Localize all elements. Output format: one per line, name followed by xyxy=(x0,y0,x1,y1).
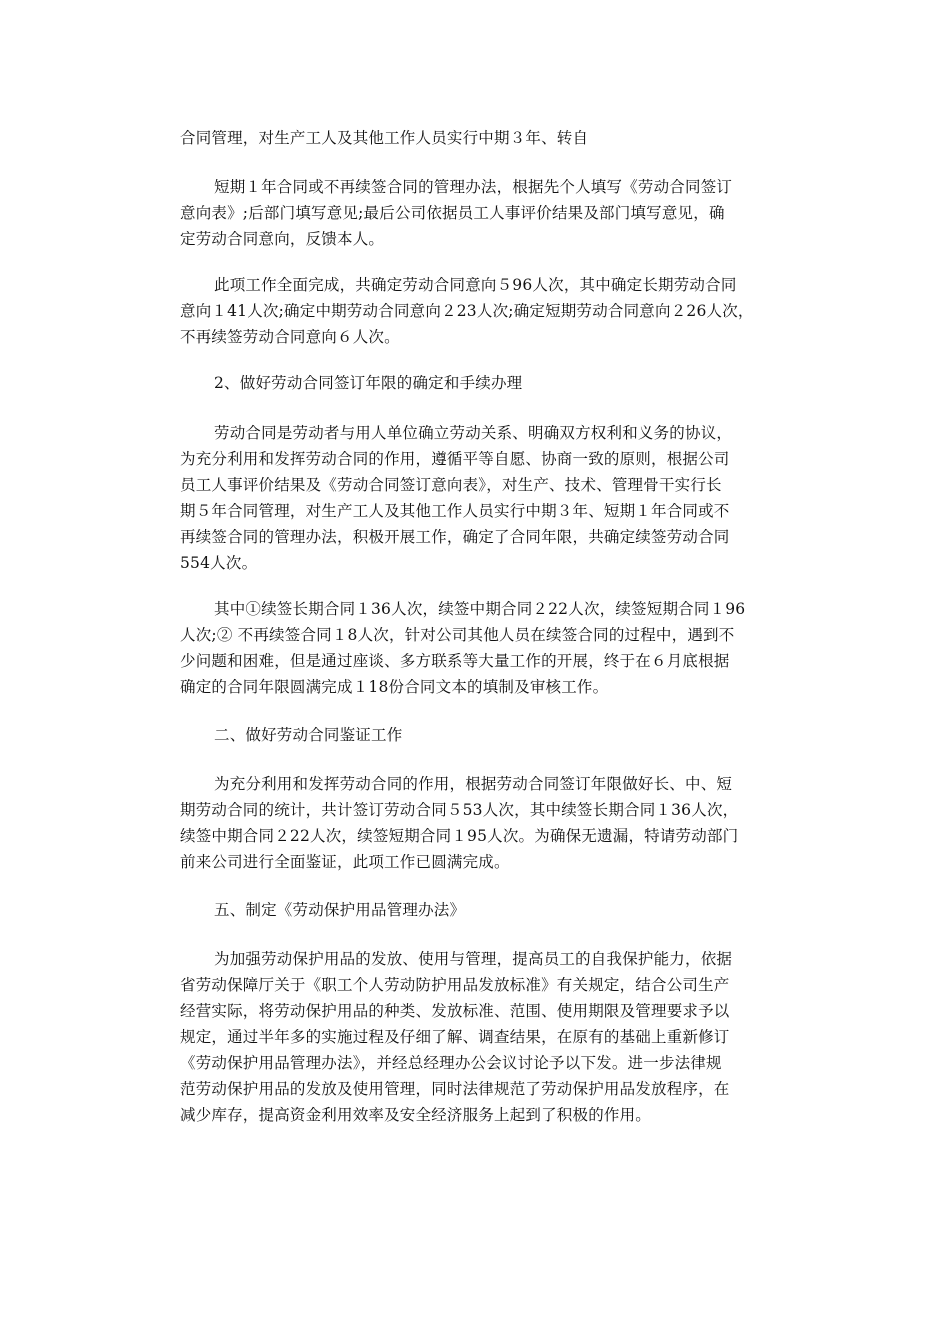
text-line: 续签中期合同２22人次，续签短期合同１95人次。为确保无遗漏，特请劳动部门 xyxy=(180,827,739,845)
text-line: 合同管理，对生产工人及其他工作人员实行中期３年、转自 xyxy=(180,129,589,147)
heading-text: 2、做好劳动合同签订年限的确定和手续办理 xyxy=(214,374,523,392)
section-heading-protective-equipment xyxy=(180,897,814,923)
paragraph-verification xyxy=(180,771,814,875)
heading-text: 二、做好劳动合同鉴证工作 xyxy=(214,726,403,744)
text-line: 意向表》;后部门填写意见;最后公司依据员工人事评价结果及部门填写意见，确 xyxy=(180,204,725,222)
text-line: 期劳动合同的统计，共计签订劳动合同５53人次，其中续签长期合同１36人次， xyxy=(180,801,739,819)
heading-text: 五、制定《劳动保护用品管理办法》 xyxy=(214,901,466,919)
text-line: 少问题和困难，但是通过座谈、多方联系等大量工作的开展，终于在６月底根据 xyxy=(180,652,730,670)
paragraph-intent-results xyxy=(180,272,814,350)
paragraph-contract-definition xyxy=(180,420,814,576)
text-line: 不再续签劳动合同意向６人次。 xyxy=(180,328,400,346)
text-line: 经营实际，将劳动保护用品的种类、发放标准、范围、使用期限及管理要求予以 xyxy=(180,1002,730,1020)
text-line: 定劳动合同意向，反馈本人。 xyxy=(180,230,385,248)
text-line: 短期１年合同或不再续签合同的管理办法，根据先个人填写《劳动合同签订 xyxy=(214,178,733,196)
text-line: 意向１41人次;确定中期劳动合同意向２23人次;确定短期劳动合同意向２26人次， xyxy=(180,302,754,320)
text-line: 再续签合同的管理办法，积极开展工作，确定了合同年限，共确定续签劳动合同 xyxy=(180,528,730,546)
paragraph-renewal-counts xyxy=(180,596,814,700)
text-line: 规定，通过半年多的实施过程及仔细了解、调查结果，在原有的基础上重新修订 xyxy=(180,1028,730,1046)
section-heading-contract-verification xyxy=(180,722,814,748)
paragraph-protective-equipment xyxy=(180,946,814,1128)
text-line: 其中①续签长期合同１36人次，续签中期合同２22人次，续签短期合同１96 xyxy=(214,600,746,618)
paragraph-contract-intent xyxy=(180,174,814,252)
text-line: 前来公司进行全面鉴证，此项工作已圆满完成。 xyxy=(180,853,510,871)
text-line: 为充分利用和发挥劳动合同的作用，遵循平等自愿、协商一致的原则，根据公司 xyxy=(180,450,730,468)
text-line: 《劳动保护用品管理办法》，并经总经理办公会议讨论予以下发。进一步法律规 xyxy=(180,1054,722,1072)
text-line: 期５年合同管理，对生产工人及其他工作人员实行中期３年、短期１年合同或不 xyxy=(180,502,730,520)
paragraph-contract-intro xyxy=(180,125,780,151)
text-line: 此项工作全面完成，共确定劳动合同意向５96人次，其中确定长期劳动合同 xyxy=(214,276,737,294)
text-line: 劳动合同是劳动者与用人单位确立劳动关系、明确双方权利和义务的协议， xyxy=(214,424,733,442)
text-line: 人次;② 不再续签合同１8人次，针对公司其他人员在续签合同的过程中，遇到不 xyxy=(180,626,735,644)
text-line: 确定的合同年限圆满完成１18份合同文本的填制及审核工作。 xyxy=(180,678,609,696)
text-line: 554人次。 xyxy=(180,554,258,572)
text-line: 为充分利用和发挥劳动合同的作用，根据劳动合同签订年限做好长、中、短 xyxy=(214,775,733,793)
section-heading-2 xyxy=(180,370,814,396)
text-line: 员工人事评价结果及《劳动合同签订意向表》，对生产、技术、管理骨干实行长 xyxy=(180,476,722,494)
text-line: 范劳动保护用品的发放及使用管理，同时法律规范了劳动保护用品发放程序，在 xyxy=(180,1080,730,1098)
text-line: 为加强劳动保护用品的发放、使用与管理，提高员工的自我保护能力，依据 xyxy=(214,950,733,968)
text-line: 省劳动保障厅关于《职工个人劳动防护用品发放标准》有关规定，结合公司生产 xyxy=(180,976,730,994)
text-line: 减少库存，提高资金利用效率及安全经济服务上起到了积极的作用。 xyxy=(180,1106,652,1124)
